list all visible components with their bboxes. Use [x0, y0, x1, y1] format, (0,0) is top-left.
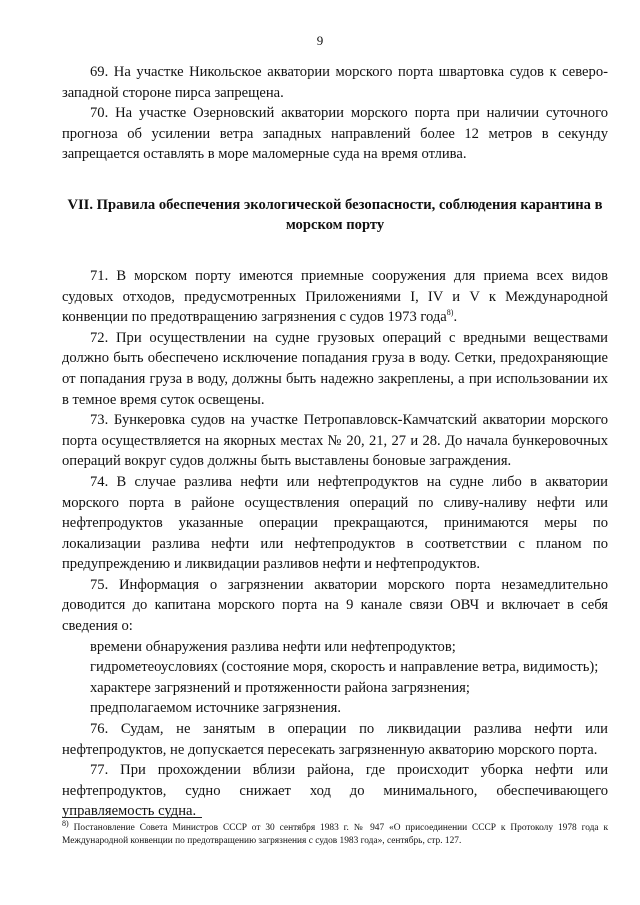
paragraph-71 [62, 266, 608, 328]
list-item: времени обнаружения разлива нефти или нефтепродуктов; [90, 638, 456, 655]
footnote [62, 818, 609, 848]
page-content [62, 62, 608, 822]
paragraph-71-text: 71. В морском порту имеются приемные сооружения для приема всех видов судовых отходов, предусмотренных Приложениями I, IV и V к Международной конвенции по предотвращению загрязнения с судов 1973 года [62, 267, 608, 326]
section-title: VII. Правила обеспечения экологической безопасности, соблюдения карантина в морском порту [67, 196, 603, 233]
paragraph-71-end: . [453, 309, 458, 326]
paragraph-69: 69. На участке Никольское акватории морского порта швартовка судов к северо-западной стороне пирса запрещена. [62, 64, 608, 101]
paragraph-72: 72. При осуществлении на судне грузовых операций с вредными веществами должно быть обеспечено исключение попадания груза в воду. Сетки, предохраняющие от попадания груза в воду, должны быть надежно закреплены, а при использовании их в темное время суток освещены. [62, 329, 608, 408]
paragraph-75: 75. Информация о загрязнении акватории морского порта незамедлительно доводится до капитана морского порта на 9 канале связи ОВЧ и включает в себя сведения о: [62, 576, 608, 635]
paragraph-73: 73. Бункеровка судов на участке Петропавловск-Камчатский акватории морского порта осуществляется на якорных местах № 20, 21, 27 и 28. До начала бункеровочных операций вокруг судов должны быть выставлены боновые заграждения. [62, 412, 608, 470]
page-number: 9 [316, 33, 324, 48]
paragraph-70: 70. На участке Озерновский акватории морского порта при наличии суточного прогноза об усилении ветра западных направлений более 12 метров в секунду запрещается оставлять в море маломерные суда на время отлива. [62, 105, 608, 163]
list-item: характере загрязнений и протяженности района загрязнения; [90, 679, 470, 696]
paragraph-77: 77. При прохождении вблизи района, где происходит уборка нефти или нефтепродуктов, судно снижает ход до минимального, обеспечивающего управляемость судна. [62, 762, 608, 820]
footnote-mark: 8) [62, 818, 69, 828]
paragraph-76: 76. Судам, не занятым в операции по ликвидации разлива нефти или нефтепродуктов, не допускается пересекать загрязненную акваторию морского порта. [62, 721, 608, 758]
paragraph-74: 74. В случае разлива нефти или нефтепродуктов на судне либо в акватории морского порта в районе осуществления операций по сливу-наливу нефти или нефтепродуктов указанные операции прекращаются, принимаются меры по локализации разлива нефти или нефтепродуктов в соответствии с планом по предупреждению и ликвидации разливов нефти и нефтепродуктов. [62, 473, 608, 573]
list-item: гидрометеоусловиях (состояние моря, скорость и направление ветра, видимость); [90, 659, 599, 676]
list-item: предполагаемом источнике загрязнения. [90, 700, 342, 717]
footnote-divider [62, 817, 202, 818]
footnote-text: Постановление Совета Министров СССР от 30 сентября 1983 г. № 947 «О присоединении СССР к Протоколу 1978 года к Международной конвенции по предотвращению загрязнения с судов 1983 года», сентябрь, стр. 127. [62, 823, 609, 846]
footnote-reference: 8) [446, 308, 454, 318]
